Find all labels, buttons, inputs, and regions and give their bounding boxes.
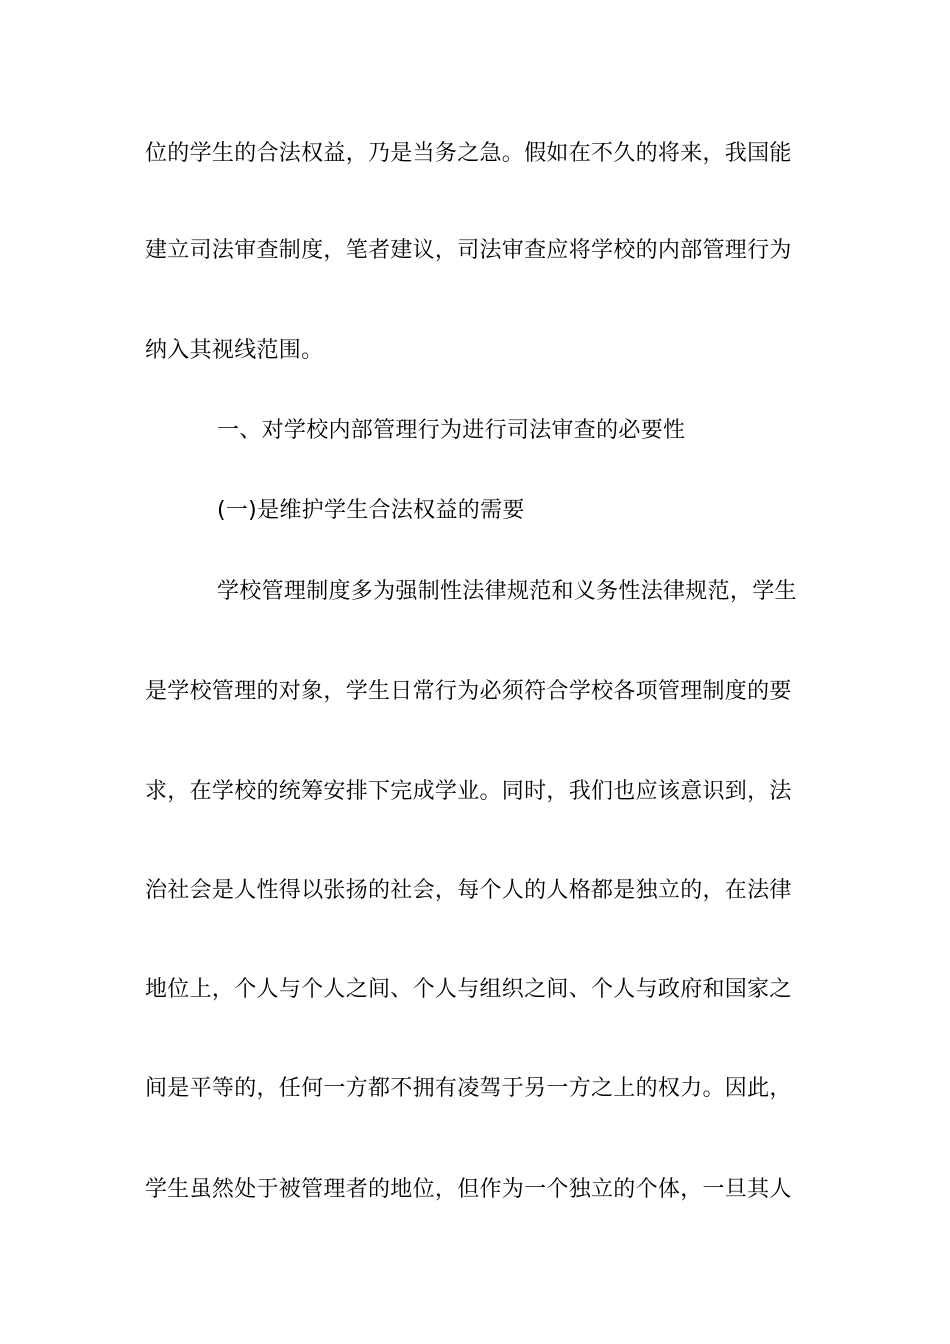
paragraph-line: 间是平等的，任何一方都不拥有凌驾于另一方之上的权力。因此，	[145, 1076, 792, 1101]
paragraph-line: 学生虽然处于被管理者的地位，但作为一个独立的个体，一旦其人	[145, 1177, 792, 1202]
subsection-heading: (一)是维护学生合法权益的需要	[217, 498, 525, 523]
paragraph-line: 位的学生的合法权益，乃是当务之急。假如在不久的将来，我国能	[145, 141, 792, 166]
section-heading: 一、对学校内部管理行为进行司法审查的必要性	[217, 418, 686, 443]
paragraph-line: 纳入其视线范围。	[145, 338, 324, 363]
paragraph-line: 建立司法审查制度，笔者建议，司法审查应将学校的内部管理行为	[145, 238, 792, 263]
paragraph-line: 求，在学校的统筹安排下完成学业。同时，我们也应该意识到，法	[145, 779, 792, 804]
paragraph-line: 治社会是人性得以张扬的社会，每个人的人格都是独立的，在法律	[145, 878, 792, 903]
paragraph-line: 是学校管理的对象，学生日常行为必须符合学校各项管理制度的要	[145, 679, 792, 704]
paragraph-line: 地位上，个人与个人之间、个人与组织之间、个人与政府和国家之	[145, 977, 792, 1002]
paragraph-line: 学校管理制度多为强制性法律规范和义务性法律规范，学生	[217, 579, 797, 604]
